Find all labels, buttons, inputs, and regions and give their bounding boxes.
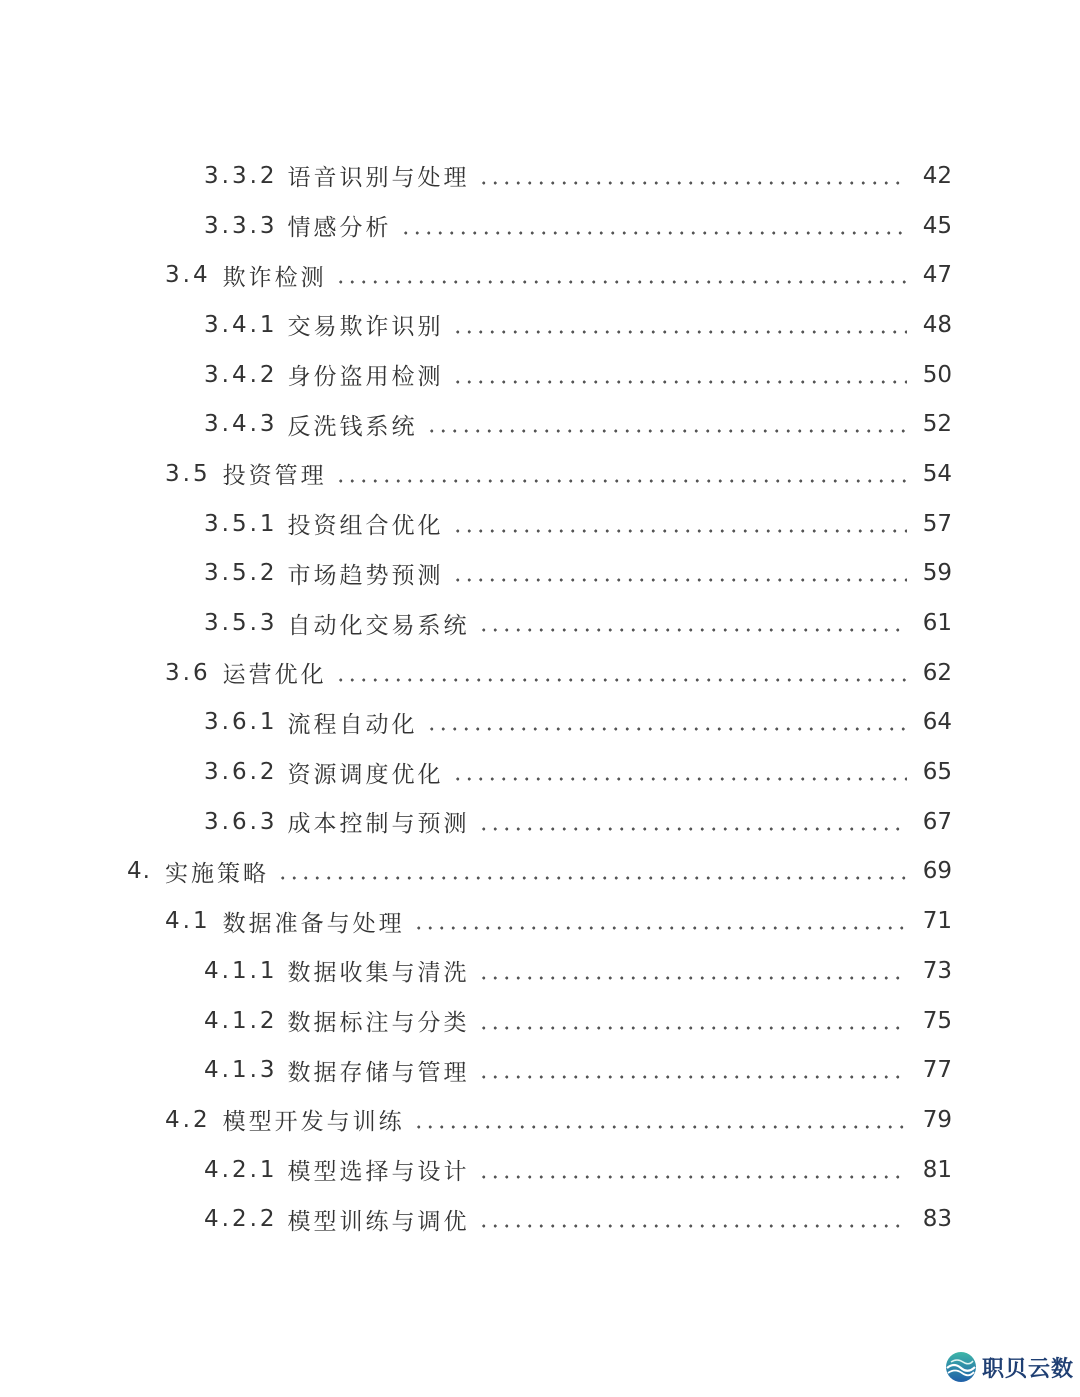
- dot-leader: [478, 1224, 907, 1228]
- toc-entry-number: 3.5.1: [204, 510, 278, 537]
- toc-entry[interactable]: [0, 250, 1080, 300]
- toc-entry[interactable]: [0, 1095, 1080, 1145]
- toc-entry-number: 3.6.1: [204, 709, 278, 736]
- toc-entry-page-number: 42: [922, 162, 952, 189]
- toc-entry-page-number: 79: [922, 1106, 952, 1133]
- toc-entry-number: 3.6.2: [204, 759, 278, 786]
- toc-entry-number: 3.4.1: [204, 311, 278, 338]
- toc-entry-number: 3.4: [165, 262, 211, 289]
- toc-entry-number: 3.5.3: [204, 610, 278, 637]
- toc-entry-number: 3.4.3: [204, 411, 278, 438]
- toc-entry[interactable]: [0, 350, 1080, 400]
- dot-leader: [335, 280, 907, 284]
- toc-entry-title: 市场趋势预测: [287, 562, 444, 589]
- dot-leader: [277, 876, 907, 880]
- toc-entry-title: 数据准备与处理: [222, 910, 405, 937]
- wave-globe-icon: [944, 1350, 978, 1384]
- toc-entry[interactable]: [0, 946, 1080, 996]
- toc-entry-page-number: 54: [922, 460, 952, 487]
- dot-leader: [452, 380, 907, 384]
- toc-entry[interactable]: [0, 896, 1080, 946]
- toc-entry-number: 3.6.3: [204, 808, 278, 835]
- dot-leader: [478, 1175, 907, 1179]
- toc-entry-title: 成本控制与预测: [287, 811, 470, 838]
- toc-entry-page-number: 64: [922, 709, 952, 736]
- toc-entry-title: 投资组合优化: [287, 513, 444, 540]
- toc-entry-number: 4.1.1: [204, 957, 278, 984]
- dot-leader: [413, 1125, 907, 1129]
- toc-entry-number: 3.6: [165, 659, 211, 686]
- toc-entry-number: 4.2.1: [204, 1156, 278, 1183]
- toc-entry[interactable]: [0, 747, 1080, 797]
- toc-entry[interactable]: [0, 549, 1080, 599]
- toc-entry-title: 实施策略: [164, 860, 269, 887]
- toc-entry[interactable]: [0, 300, 1080, 350]
- dot-leader: [335, 479, 907, 483]
- toc-entry-page-number: 48: [922, 311, 952, 338]
- toc-entry-number: 3.3.3: [204, 212, 278, 239]
- toc-entry[interactable]: [0, 648, 1080, 698]
- toc-entry[interactable]: [0, 151, 1080, 201]
- dot-leader: [452, 777, 907, 781]
- toc-entry[interactable]: [0, 1045, 1080, 1095]
- toc-entry-title: 流程自动化: [287, 711, 418, 738]
- dot-leader: [478, 628, 907, 632]
- toc-entry[interactable]: [0, 449, 1080, 499]
- toc-entry-title: 模型开发与训练: [222, 1109, 405, 1136]
- toc-entry-title: 数据存储与管理: [287, 1059, 470, 1086]
- dot-leader: [426, 727, 907, 731]
- toc-entry-page-number: 67: [922, 808, 952, 835]
- toc-entry-title: 资源调度优化: [287, 761, 444, 788]
- dot-leader: [478, 976, 907, 980]
- dot-leader: [400, 231, 907, 235]
- toc-entry-page-number: 69: [922, 858, 952, 885]
- toc-entry-page-number: 62: [922, 659, 952, 686]
- toc-entry-page-number: 73: [922, 957, 952, 984]
- toc-entry-page-number: 47: [922, 262, 952, 289]
- dot-leader: [426, 429, 907, 433]
- toc-entry-page-number: 71: [922, 908, 952, 935]
- toc-entry[interactable]: [0, 499, 1080, 549]
- toc-entry-page-number: 81: [922, 1156, 952, 1183]
- toc-entry-page-number: 57: [922, 510, 952, 537]
- toc-entry-number: 4.1.3: [204, 1057, 278, 1084]
- toc-entry-number: 3.3.2: [204, 162, 278, 189]
- toc-entry-page-number: 59: [922, 560, 952, 587]
- toc-entry-title: 欺诈检测: [222, 264, 327, 291]
- toc-entry-page-number: 83: [922, 1206, 952, 1233]
- dot-leader: [452, 330, 907, 334]
- toc-entry-number: 3.5.2: [204, 560, 278, 587]
- toc-entry[interactable]: [0, 201, 1080, 251]
- toc-entry-page-number: 50: [922, 361, 952, 388]
- dot-leader: [478, 181, 907, 185]
- toc-entry-number: 3.5: [165, 460, 211, 487]
- toc-entry-number: 4.1.2: [204, 1007, 278, 1034]
- toc-entry-page-number: 61: [922, 610, 952, 637]
- toc-entry-title: 交易欺诈识别: [287, 314, 444, 341]
- dot-leader: [478, 1075, 907, 1079]
- toc-entry[interactable]: [0, 698, 1080, 748]
- toc-entry[interactable]: [0, 996, 1080, 1046]
- dot-leader: [335, 678, 907, 682]
- toc-entry[interactable]: [0, 847, 1080, 897]
- toc-entry-number: 4.1: [165, 908, 211, 935]
- toc-entry-page-number: 45: [922, 212, 952, 239]
- dot-leader: [478, 827, 907, 831]
- toc-entry-title: 数据标注与分类: [287, 1010, 470, 1037]
- toc-entry[interactable]: [0, 1145, 1080, 1195]
- toc-entry-title: 情感分析: [287, 215, 392, 242]
- toc-entry-title: 语音识别与处理: [287, 165, 470, 192]
- toc-entry-title: 自动化交易系统: [287, 612, 470, 639]
- toc-entry-number: 4.2: [165, 1106, 211, 1133]
- toc-entry-title: 投资管理: [222, 463, 327, 490]
- toc-entry-title: 数据收集与清洗: [287, 960, 470, 987]
- toc-entry-page-number: 75: [922, 1007, 952, 1034]
- toc-entry-number: 4.: [127, 858, 151, 885]
- toc-entry-title: 反洗钱系统: [287, 413, 418, 440]
- toc-entry[interactable]: [0, 1194, 1080, 1244]
- dot-leader: [452, 529, 907, 533]
- toc-entry-number: 3.4.2: [204, 361, 278, 388]
- dot-leader: [478, 1026, 907, 1030]
- toc-entry-number: 4.2.2: [204, 1206, 278, 1233]
- toc-entry[interactable]: [0, 598, 1080, 648]
- toc-entry-title: 运营优化: [222, 662, 327, 689]
- table-of-contents: [0, 151, 1080, 1244]
- toc-entry-page-number: 65: [922, 759, 952, 786]
- dot-leader: [452, 578, 907, 582]
- toc-entry-title: 模型选择与设计: [287, 1159, 470, 1186]
- toc-entry-title: 模型训练与调优: [287, 1208, 470, 1235]
- toc-entry-title: 身份盗用检测: [287, 364, 444, 391]
- dot-leader: [413, 926, 907, 930]
- watermark-text: 职贝云数: [981, 1356, 1074, 1382]
- toc-entry-page-number: 77: [922, 1057, 952, 1084]
- watermark: [944, 1347, 1074, 1387]
- toc-entry[interactable]: [0, 797, 1080, 847]
- toc-entry-page-number: 52: [922, 411, 952, 438]
- toc-entry[interactable]: [0, 399, 1080, 449]
